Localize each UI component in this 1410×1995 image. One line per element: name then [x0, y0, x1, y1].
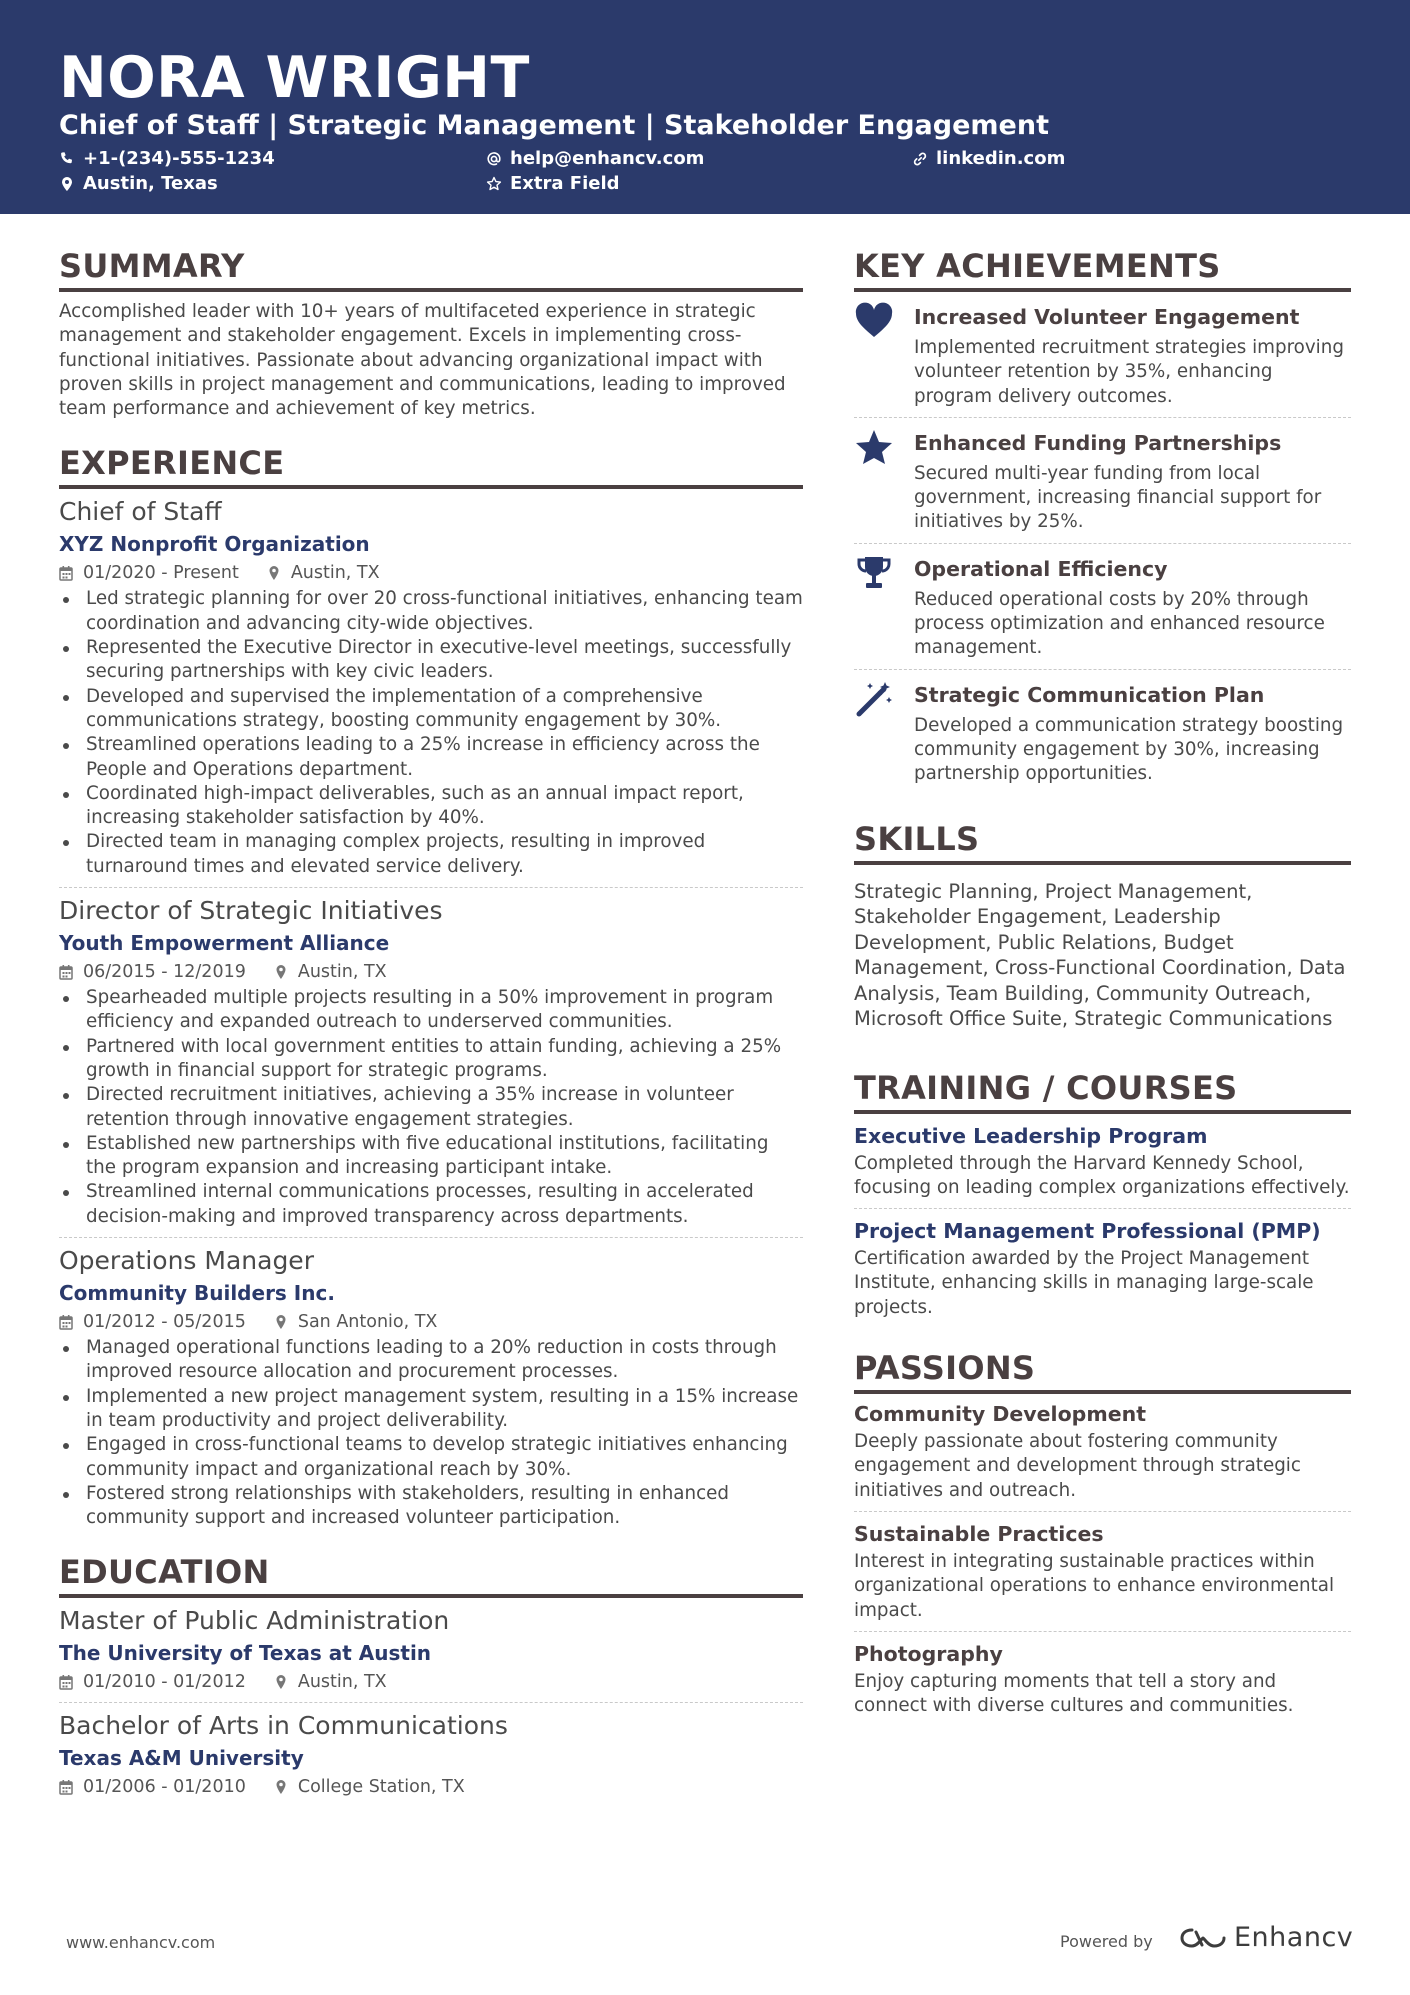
achievement-item: [854, 292, 1351, 417]
resume-header: [0, 0, 1410, 214]
job-meta: [59, 1308, 803, 1336]
passion-text: Enjoy capturing moments that tell a story and connect with diverse cultures and communities.: [854, 1670, 1294, 1717]
contact-linkedin[interactable]: [912, 147, 1065, 171]
education-entry: [59, 1703, 803, 1801]
job-location-text: Austin, TX: [290, 563, 380, 584]
job-bullet: Coordinated high-impact deliverables, such as an annual impact report, increasing stakeholder satisfaction by 40%.: [59, 782, 803, 831]
location-value: Austin, Texas: [83, 173, 218, 194]
achievement-title: Operational Efficiency: [914, 556, 1168, 581]
calendar-icon: [59, 1779, 73, 1795]
education-meta: [59, 1773, 803, 1801]
job-bullet: Spearheaded multiple projects resulting in a 50% improvement in program efficiency and expanded outreach to underserved communities.: [59, 986, 803, 1035]
job-bullet: Partnered with local government entities to attain funding, achieving a 25% growth in financial support for strategic programs.: [59, 1035, 803, 1084]
job-title: Director of Strategic Initiatives: [59, 896, 443, 926]
achievements-section: [854, 246, 1351, 795]
achievement-item: [854, 418, 1351, 543]
job-bullet: Directed team in managing complex projects, resulting in improved turnaround times and elevated service delivery.: [59, 830, 803, 879]
achievement-title: Enhanced Funding Partnerships: [914, 430, 1282, 455]
job-bullet: Managed operational functions leading to a 20% reduction in costs through improved resource allocation and procurement processes.: [59, 1336, 803, 1385]
experience-heading: EXPERIENCE: [59, 443, 803, 489]
course-text: Certification awarded by the Project Management Institute, enhancing skills in managing large-scale projects.: [854, 1248, 1314, 1318]
job-bullet: Established new partnerships with five educational institutions, facilitating the program expansion and increasing participant intake.: [59, 1132, 803, 1181]
footer-powered-by: Powered by: [1060, 1932, 1153, 1951]
achievement-text: Implemented recruitment strategies improving volunteer retention by 35%, enhancing program delivery outcomes.: [914, 337, 1344, 407]
achievements-heading: KEY ACHIEVEMENTS: [854, 246, 1351, 292]
education-location-text: College Station, TX: [297, 1777, 465, 1798]
candidate-name: NORA WRIGHT: [59, 45, 530, 111]
calendar-icon: [59, 964, 73, 980]
course-title: Project Management Professional (PMP): [854, 1219, 1321, 1244]
summary-section: [59, 246, 803, 421]
extra-field-value: Extra Field: [510, 173, 620, 194]
passion-text: Interest in integrating sustainable practices within organizational operations to enhance environmental impact.: [854, 1550, 1335, 1621]
passion-title: Community Development: [854, 1402, 1146, 1427]
education-location: [274, 1668, 387, 1696]
job-meta: [59, 958, 803, 986]
school-name: Texas A&M University: [59, 1746, 304, 1771]
job-bullets: [59, 1336, 803, 1530]
job-bullet: Directed recruitment initiatives, achieving a 35% increase in volunteer retention through innovative engagement strategies.: [59, 1083, 803, 1132]
enhancv-logo-icon: [1180, 1925, 1226, 1951]
degree-title: Master of Public Administration: [59, 1606, 450, 1636]
company-name: XYZ Nonprofit Organization: [59, 532, 370, 557]
summary-heading: SUMMARY: [59, 246, 803, 292]
candidate-headline: Chief of Staff | Strategic Management | Stakeholder Engagement: [59, 110, 1049, 141]
job-bullets: [59, 986, 803, 1229]
calendar-icon: [59, 1674, 73, 1690]
location-pin-icon: [274, 1674, 288, 1690]
achievement-text: Secured multi-year funding from local government, increasing financial support for initiatives by 25%.: [914, 462, 1322, 533]
achievement-icon-wrap: [854, 554, 914, 661]
passion-title: Photography: [854, 1641, 1003, 1666]
education-section: [59, 1552, 803, 1801]
course-item: [854, 1114, 1351, 1209]
footer-website[interactable]: www.enhancv.com: [66, 1933, 216, 1952]
job-location: [267, 559, 380, 587]
footer-brand: Enhancv: [1234, 1922, 1354, 1953]
company-name: Community Builders Inc.: [59, 1281, 335, 1306]
education-location: [274, 1773, 465, 1801]
location-pin-icon: [274, 1314, 288, 1330]
course-text: Completed through the Harvard Kennedy School, focusing on leading complex organizations effectively.: [854, 1152, 1350, 1198]
experience-entry: [59, 489, 803, 887]
skills-heading: SKILLS: [854, 819, 1351, 865]
education-entry: [59, 1598, 803, 1702]
link-icon: [912, 151, 928, 167]
job-meta: [59, 559, 803, 587]
job-dates: 01/2012 - 05/2015: [83, 1312, 246, 1333]
job-bullet: Led strategic planning for over 20 cross-functional initiatives, enhancing team coordination and advancing city-wide objectives.: [59, 587, 803, 636]
heart-icon: [854, 302, 894, 340]
linkedin-value: linkedin.com: [936, 148, 1066, 169]
passions-section: [854, 1348, 1351, 1718]
skills-text: Strategic Planning, Project Management, Stakeholder Engagement, Leadership Development, Public Relations, Budget Management, Cross-Functional Coordination, Data Analysis, Team Building, Community Outreach, Microsoft Office Suite, Strategic Communications: [854, 879, 1346, 1031]
left-column: [59, 246, 803, 1801]
job-location: [274, 958, 387, 986]
passions-heading: PASSIONS: [854, 1348, 1351, 1394]
achievement-icon-wrap: [854, 680, 914, 787]
training-heading: TRAINING / COURSES: [854, 1068, 1351, 1114]
achievement-text: Developed a communication strategy boosting community engagement by 30%, increasing partnership opportunities.: [914, 714, 1344, 785]
contact-phone[interactable]: [59, 147, 275, 171]
achievement-item: [854, 544, 1351, 669]
job-location-text: San Antonio, TX: [297, 1312, 438, 1333]
achievement-item: [854, 670, 1351, 795]
trophy-icon: [854, 554, 894, 592]
job-bullet: Implemented a new project management system, resulting in a 15% increase in team productivity and project deliverability.: [59, 1385, 803, 1434]
at-sign-icon: [486, 151, 502, 167]
experience-section: [59, 443, 803, 1530]
contact-email[interactable]: [486, 147, 704, 171]
school-name: The University of Texas at Austin: [59, 1641, 432, 1666]
course-title: Executive Leadership Program: [854, 1123, 1208, 1148]
experience-entry: [59, 888, 803, 1237]
job-bullet: Developed and supervised the implementation of a comprehensive communications strategy, boosting community engagement by 30%.: [59, 685, 803, 734]
passion-item: [854, 1394, 1351, 1511]
job-bullet: Fostered strong relationships with stakeholders, resulting in enhanced community support and increased volunteer participation.: [59, 1482, 803, 1531]
location-pin-icon: [274, 1779, 288, 1795]
education-heading: EDUCATION: [59, 1552, 803, 1598]
passion-title: Sustainable Practices: [854, 1521, 1104, 1546]
phone-icon: [59, 151, 75, 167]
passion-item: [854, 1632, 1351, 1719]
passion-text: Deeply passionate about fostering community engagement and development through strategic initiatives and outreach.: [854, 1431, 1301, 1501]
skills-section: [854, 819, 1351, 1032]
achievement-text: Reduced operational costs by 20% through process optimization and enhanced resource management.: [914, 588, 1325, 659]
job-dates: 06/2015 - 12/2019: [83, 962, 246, 983]
job-location: [274, 1308, 438, 1336]
achievement-title: Strategic Communication Plan: [914, 682, 1265, 707]
job-location-text: Austin, TX: [297, 962, 387, 983]
job-bullet: Streamlined operations leading to a 25% increase in efficiency across the People and Operations department.: [59, 733, 803, 782]
contact-extra: [486, 172, 620, 196]
achievement-icon-wrap: [854, 428, 914, 535]
training-section: [854, 1068, 1351, 1320]
experience-entry: [59, 1238, 803, 1530]
job-bullets: [59, 587, 803, 879]
footer-logo[interactable]: [1180, 1922, 1353, 1953]
education-dates: 01/2006 - 01/2010: [83, 1777, 246, 1798]
location-pin-icon: [267, 565, 281, 581]
course-item: [854, 1209, 1351, 1320]
job-dates: 01/2020 - Present: [83, 563, 239, 584]
email-value: help@enhancv.com: [510, 148, 705, 169]
education-location-text: Austin, TX: [297, 1672, 387, 1693]
education-dates: 01/2010 - 01/2012: [83, 1672, 246, 1693]
degree-title: Bachelor of Arts in Communications: [59, 1711, 508, 1741]
star-outline-icon: [486, 176, 502, 192]
magic-wand-icon: [854, 680, 894, 718]
summary-text: Accomplished leader with 10+ years of multifaceted experience in strategic management and stakeholder engagement. Excels in implementing cross-functional initiatives. Passionate about advancing organizational impact with proven skills in project management and communications, leading to improved team performance and achievement of key metrics.: [59, 301, 786, 420]
job-bullet: Engaged in cross-functional teams to develop strategic initiatives enhancing community impact and organizational reach by 30%.: [59, 1433, 803, 1482]
location-pin-icon: [274, 964, 288, 980]
job-title: Chief of Staff: [59, 497, 222, 527]
company-name: Youth Empowerment Alliance: [59, 931, 390, 956]
achievement-icon-wrap: [854, 302, 914, 409]
right-column: [854, 246, 1351, 1718]
job-title: Operations Manager: [59, 1246, 314, 1276]
job-bullet: Represented the Executive Director in executive-level meetings, successfully securing partnerships with key civic leaders.: [59, 636, 803, 685]
calendar-icon: [59, 565, 73, 581]
calendar-icon: [59, 1314, 73, 1330]
job-bullet: Streamlined internal communications processes, resulting in accelerated decision-making and improved transparency across departments.: [59, 1180, 803, 1229]
contact-location: [59, 172, 218, 196]
passion-item: [854, 1512, 1351, 1631]
achievement-title: Increased Volunteer Engagement: [914, 305, 1300, 329]
star-icon: [854, 428, 894, 466]
location-pin-icon: [59, 176, 75, 192]
phone-value: +1-(234)-555-1234: [83, 148, 275, 169]
education-meta: [59, 1668, 803, 1696]
